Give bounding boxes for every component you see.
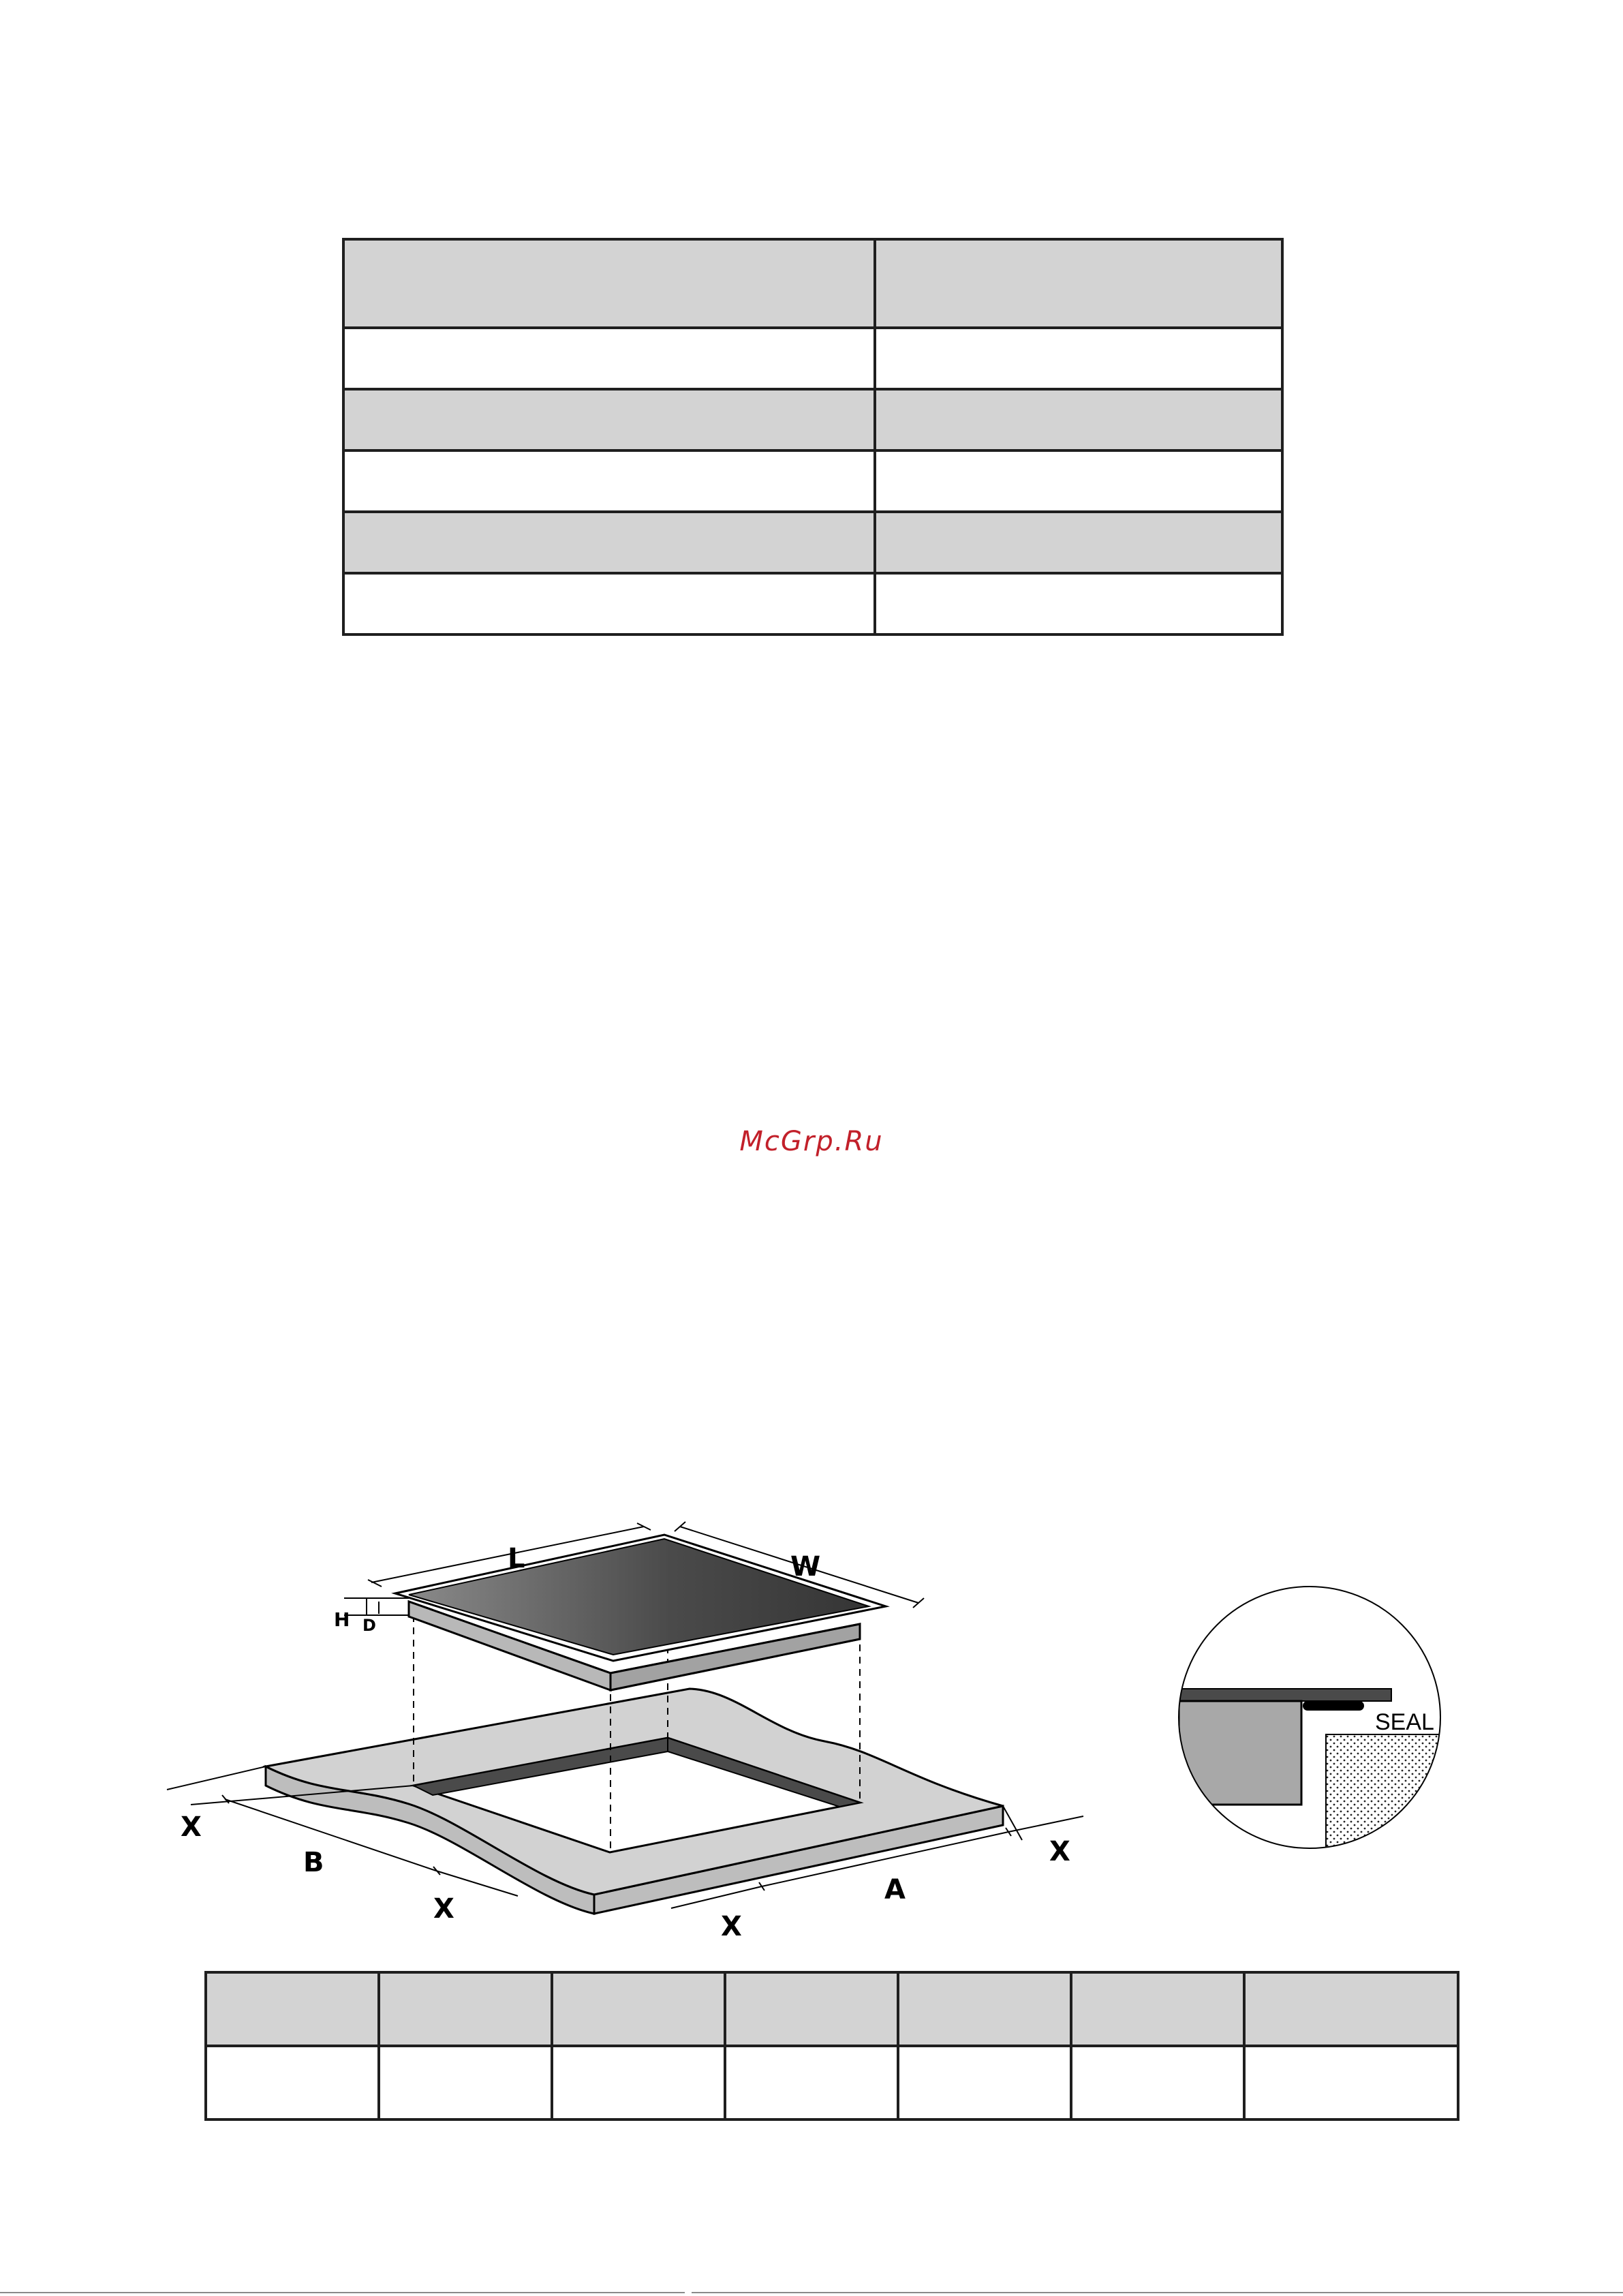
spec-cell [875,573,1282,634]
table-cell [725,2046,898,2119]
table-row [343,389,1282,450]
spec-cell [875,389,1282,450]
table-row [343,239,1282,328]
dimension-label-clearance: X [181,1811,202,1843]
table-row [343,512,1282,573]
spec-cell [343,239,875,328]
table-header-row [206,1972,1458,2046]
spec-cell [875,328,1282,389]
table-cell [1244,2046,1458,2119]
table-header-cell [379,1972,552,2046]
table-header-cell [1071,1972,1244,2046]
table-header-cell [898,1972,1071,2046]
spec-cell [875,450,1282,512]
dimension-label-clearance: X [721,1911,742,1942]
dimension-label-width: W [790,1551,821,1582]
table-row [343,450,1282,512]
dimension-label-length: L [508,1543,525,1574]
seal-label: SEAL [1375,1709,1434,1735]
spec-cell [875,239,1282,328]
dimension-label-clearance: X [1049,1836,1070,1867]
dimension-label-depth: D [362,1616,376,1635]
table-cell [1071,2046,1244,2119]
dimension-label-cutout-b: B [303,1847,324,1878]
footer-rule [0,2292,685,2293]
spec-cell [343,389,875,450]
spec-table [342,238,1284,636]
table-header-cell [1244,1972,1458,2046]
spec-cell [875,512,1282,573]
table-cell [552,2046,725,2119]
seal-detail [1179,1587,1462,1859]
dimension-label-height: H [334,1608,350,1631]
spec-cell [343,450,875,512]
spec-cell [343,328,875,389]
table-cell [898,2046,1071,2119]
table-header-cell [725,1972,898,2046]
dimension-label-cutout-a: A [884,1874,906,1905]
footer-rule [692,2292,1623,2293]
installation-diagram [0,1513,1623,1976]
dimension-label-clearance: X [433,1893,454,1925]
table-header-cell [206,1972,379,2046]
spec-cell [343,512,875,573]
spec-cell [343,573,875,634]
table-row [206,2046,1458,2119]
table-cell [206,2046,379,2119]
dimensions-table [204,1971,1459,2121]
table-row [343,573,1282,634]
table-header-cell [552,1972,725,2046]
watermark-text: McGrp.Ru [739,1126,884,1157]
table-cell [379,2046,552,2119]
table-row [343,328,1282,389]
